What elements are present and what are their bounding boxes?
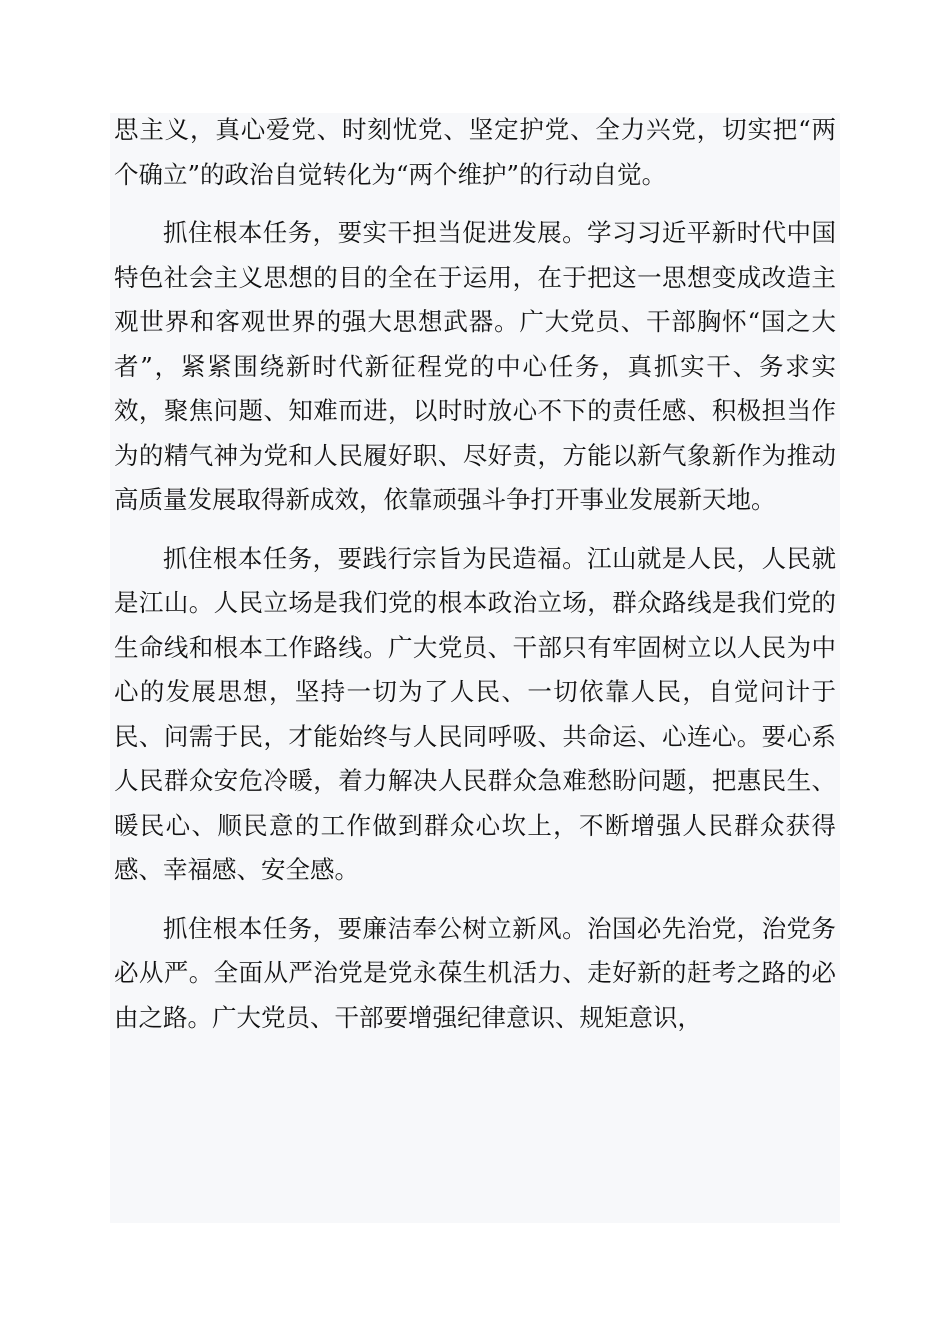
paragraph-develop: 抓住根本任务，要实干担当促进发展。学习习近平新时代中国特色社会主义思想的目的全在于运用，在于把这一思想变成改造主观世界和客观世界的强大思想武器。广大党员、干部胸怀“国之大者”，紧紧围绕新时代新征程党的中心任务，真抓实干、务求实效，聚焦问题、知难而进，以时时放心不下的责任感、积极担当作为的精气神为党和人民履好职、尽好责，方能以新气象新作为推动高质量发展取得新成效，依靠顽强斗争打开事业发展新天地。: [114, 218, 836, 514]
paragraph-continuation: 思主义，真心爱党、时刻忧党、坚定护党、全力兴党，切实把“两个确立”的政治自觉转化为“两个维护”的行动自觉。: [114, 115, 836, 189]
document-body: [114, 108, 836, 1054]
paragraph-people: 抓住根本任务，要践行宗旨为民造福。江山就是人民，人民就是江山。人民立场是我们党的根本政治立场，群众路线是我们党的生命线和根本工作路线。广大党员、干部只有牢固树立以人民为中心的发展思想，坚持一切为了人民、一切依靠人民，自觉问计于民、问需于民，才能始终与人民同呼吸、共命运、心连心。要心系人民群众安危冷暖，着力解决人民群众急难愁盼问题，把惠民生、暖民心、顺民意的工作做到群众心坎上，不断增强人民群众获得感、幸福感、安全感。: [114, 543, 836, 884]
paragraph-integrity: 抓住根本任务，要廉洁奉公树立新风。治国必先治党，治党务必从严。全面从严治党是党永葆生机活力、走好新的赶考之路的必由之路。广大党员、干部要增强纪律意识、规矩意识，: [114, 913, 836, 1032]
